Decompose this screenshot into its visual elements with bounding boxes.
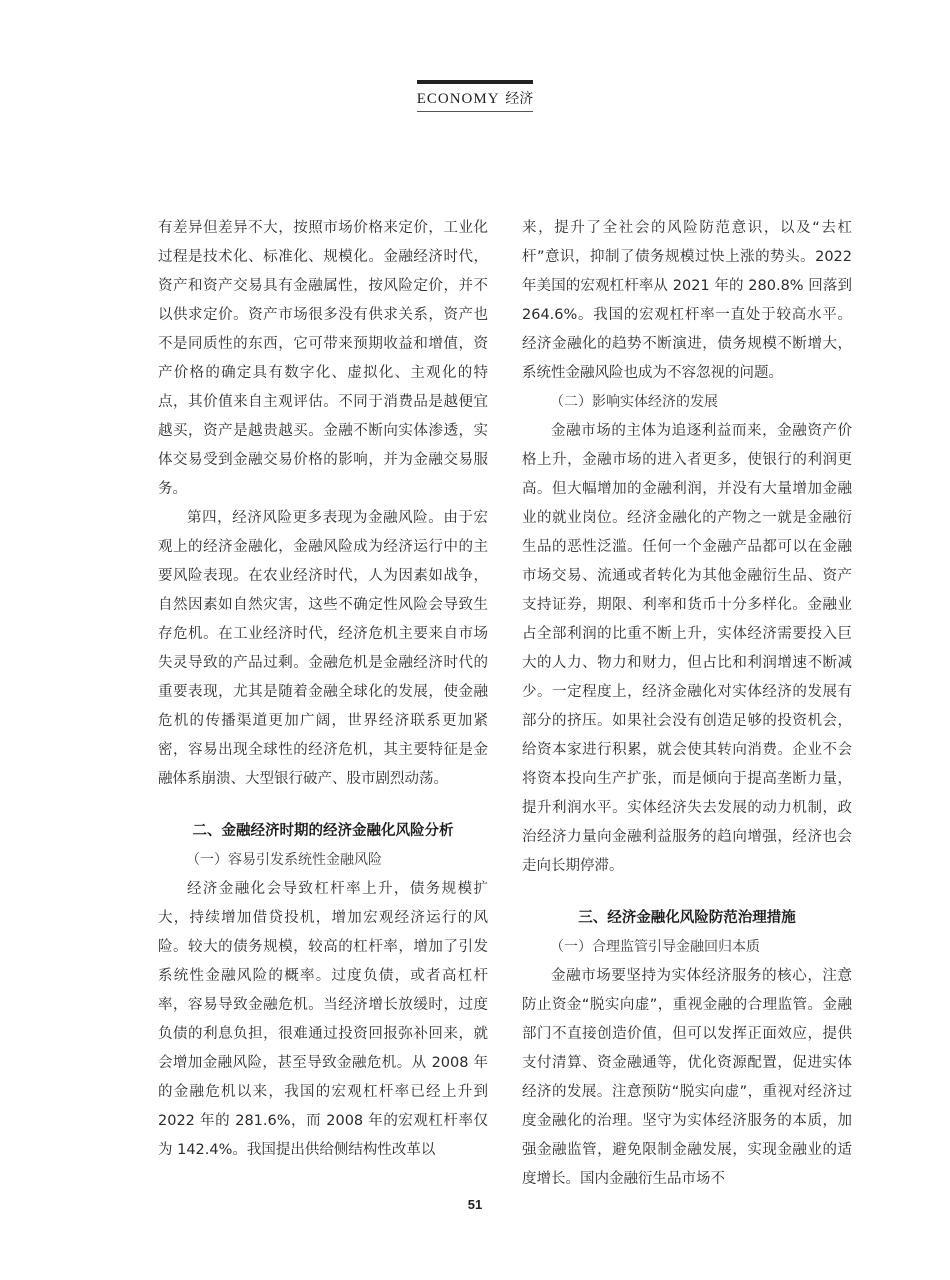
section-label-en: ECONOMY [416,91,500,107]
body-paragraph: 金融市场要坚持为实体经济服务的核心，注意防止资金“脱实向虚”，重视金融的合理监管。金融部门不直接创造价值，但可以发挥正面效应，提供支付清算、资金融通等，优化资源配置，促进实体经济的发展。注意预防“脱实向虚”，重视对经济过度金融化的治理。坚守为实体经济服务的本质，加强金融监管，避免限制金融发展，实现金融业的适度增长。国内金融衍生品市场不 [522,968,852,1187]
section-heading: 二、金融经济时期的经济金融化风险分析 [192,823,454,839]
subsection-heading: （一）容易引发系统性金融风险 [186,852,382,868]
section-label-cn: 经济 [505,91,534,107]
section-label [0,90,950,108]
body-paragraph: 有差异但差异不大，按照市场价格来定价，工业化过程是技术化、标准化、规模化。金融经济时代，资产和资产交易具有金融属性，按风险定价，并不以供求定价。资产市场很多没有供求关系，资产也不是同质性的东西，它可带来预期收益和增值，资产价格的确定具有数字化、虚拟化、主观化的特点，其价值来自主观评估。不同于消费品是越便宜越买，资产是越贵越买。金融不断向实体渗透，实体交易受到金融交易价格的影响，并为金融交易服务。 [158,220,488,497]
subsection-heading: （一）合理监管引导金融回归本质 [550,939,760,955]
body-paragraph: 经济金融化会导致杠杆率上升，债务规模扩大，持续增加借贷投机，增加宏观经济运行的风险。较大的债务规模，较高的杠杆率，增加了引发系统性金融风险的概率。过度负债，或者高杠杆率，容易导致金融危机。当经济增长放缓时，过度负债的利息负担，很难通过投资回报弥补回来，就会增加金融风险，甚至导致金融危机。从 2008 年的金融危机以来，我国的宏观杠杆率已经上升到 2022 年的 281.6%，而 2008 年的宏观杠杆率仅为 142.4%。我国提出供给侧结构性改革以 [158,881,488,1158]
right-column [522,214,852,1194]
body-paragraph: 金融市场的主体为追逐利益而来，金融资产价格上升，金融市场的进入者更多，使银行的利润更高。但大幅增加的金融利润，并没有大量增加金融业的就业岗位。经济金融化的产物之一就是金融衍生品的恶性泛滥。任何一个金融产品都可以在金融市场交易、流通或者转化为其他金融衍生品、资产支持证券，期限、利率和货币十分多样化。金融业占全部利润的比重不断上升，实体经济需要投入巨大的人力、物力和财力，但占比和利润增速不断减少。一定程度上，经济金融化对实体经济的发展有部分的挤压。如果社会没有创造足够的投资机会，给资本家进行积累，就会使其转向消费。企业不会将资本投向生产扩张，而是倾向于提高垄断力量，提升利润水平。实体经济失去发展的动力机制，政治经济力量向金融利益服务的趋向增强，经济也会走向长期停滞。 [522,423,852,874]
header-underline [417,111,533,112]
section-heading: 三、经济金融化风险防范治理措施 [578,910,796,926]
running-header [0,80,950,112]
left-column [158,214,488,1165]
header-top-bar [417,80,533,84]
body-paragraph: 第四，经济风险更多表现为金融风险。由于宏观上的经济金融化，金融风险成为经济运行中的主要风险表现。在农业经济时代，人为因素如战争，自然因素如自然灾害，这些不确定性风险会导致生存危机。在工业经济时代，经济危机主要来自市场失灵导致的产品过剩。金融危机是金融经济时代的重要表现，尤其是随着金融全球化的发展，使金融危机的传播渠道更加广阔，世界经济联系更加紧密，容易出现全球性的经济危机，其主要特征是金融体系崩溃、大型银行破产、股市剧烈动荡。 [158,510,488,787]
body-paragraph: 来，提升了全社会的风险防范意识，以及“去杠杆”意识，抑制了债务规模过快上涨的势头。2022 年美国的宏观杠杆率从 2021 年的 280.8% 回落到 264.6%。我国的宏观杠杆率一直处于较高水平。经济金融化的趋势不断演进，债务规模不断增大，系统性金融风险也成为不容忽视的问题。 [522,220,852,381]
subsection-heading: （二）影响实体经济的发展 [550,394,718,410]
page-number: 51 [467,1197,483,1212]
